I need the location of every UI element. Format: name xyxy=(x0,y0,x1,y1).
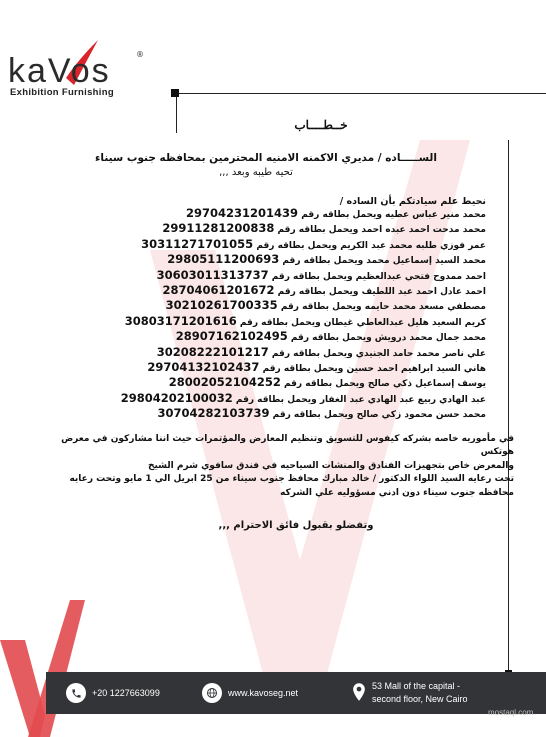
person-row xyxy=(46,407,486,422)
person-id-number: 28704061201672 xyxy=(162,283,275,298)
person-row xyxy=(46,253,486,268)
globe-icon xyxy=(202,683,222,703)
person-id-number: 29804202100032 xyxy=(120,390,233,405)
person-name: احمد عادل احمد عبد اللطيف ويحمل بطاقه رقم xyxy=(277,287,486,298)
person-row xyxy=(46,376,486,391)
person-row xyxy=(46,207,486,222)
letter-body xyxy=(46,118,514,532)
person-id-number: 30210261700335 xyxy=(165,298,278,313)
header-rule-dot xyxy=(171,89,179,97)
person-row xyxy=(46,299,486,314)
location-pin-icon xyxy=(352,683,366,703)
person-row xyxy=(46,315,486,330)
person-row xyxy=(46,330,486,345)
person-row xyxy=(46,222,486,237)
person-name: محمد السيد إسماعيل محمد ويحمل بطاقه رقم xyxy=(282,256,486,267)
logo-wordmark: kaVos xyxy=(8,52,111,90)
person-row xyxy=(46,361,486,376)
person-row xyxy=(46,284,486,299)
mostaql-watermark: mostaql.com xyxy=(488,708,534,717)
person-name: محمد جمال محمد درويش ويحمل بطاقه رقم xyxy=(290,333,486,344)
footer-address xyxy=(352,672,468,714)
logo-tagline: Exhibition Furnishing xyxy=(10,87,114,98)
letter-title: خــطــــاب xyxy=(294,118,348,132)
footer-bar xyxy=(46,672,546,714)
person-id-number: 28907162102495 xyxy=(175,329,288,344)
paragraph-line: تحت رعايه السيد اللواء الدكتور / خالد مبارك محافظ جنوب سيناء من 25 ابريل الي 1 مايو وتحت رعايه محافظه جنوب سيناء دون ادني مسؤوليه علي الشركه xyxy=(69,474,514,498)
person-name: محمد مدحت احمد عبده احمد ويحمل بطاقه رقم xyxy=(277,225,486,236)
phone-icon xyxy=(66,683,86,703)
person-name: يوسف إسماعيل ذكي صالح ويحمل بطاقه رقم xyxy=(283,379,486,390)
footer-website[interactable] xyxy=(202,672,298,714)
person-row xyxy=(46,392,486,407)
footer-phone[interactable] xyxy=(66,672,160,714)
person-name: محمد حسن محمود زكي صالح ويحمل بطاقه رقم xyxy=(272,410,486,421)
person-id-number: 29911281200838 xyxy=(162,221,275,236)
person-name: هاني السيد ابراهيم احمد حسين ويحمل بطاقه رقم xyxy=(262,364,486,375)
person-name: عمر فوزي طلبه محمد عبد الكريم ويحمل بطاقه رقم xyxy=(256,240,486,251)
letter-greeting: تحيه طيبه وبعد ,,, xyxy=(219,167,293,178)
person-name: عبد الهادي ربيع عبد الهادي عبد الغفار ويحمل بطاقه رقم xyxy=(235,394,486,405)
person-id-number: 30803171201616 xyxy=(124,313,237,328)
person-name: مصطفي مسعد محمد حايمه ويحمل بطاقه رقم xyxy=(280,302,486,313)
person-id-number: 28002052104252 xyxy=(168,375,281,390)
side-rule xyxy=(508,140,509,670)
footer-phone-text: +20 1227663099 xyxy=(92,688,160,698)
footer-address-line1: 53 Mall of the capital - xyxy=(372,681,461,691)
people-list xyxy=(46,207,486,423)
person-name: كريم السعيد هليل عبدالعاطي غيطان ويحمل بطاقه رقم xyxy=(239,317,486,328)
person-id-number: 29805111200693 xyxy=(167,252,280,267)
letter-intro: نحيط علم سيادتكم بأن الساده / xyxy=(339,196,486,207)
person-id-number: 29704231201439 xyxy=(186,206,299,220)
person-row xyxy=(46,238,486,253)
person-row xyxy=(46,269,486,284)
person-id-number: 30704282103739 xyxy=(157,406,270,421)
letter-paragraph xyxy=(46,433,514,501)
person-name: محمد منير عباس عطيه ويحمل بطاقه رقم xyxy=(301,210,486,220)
letter-addressee: الســـــاده / مديري الاكمنه الامنيه المحترمين بمحافظه جنوب سيناء xyxy=(95,152,437,164)
header-rule xyxy=(174,93,546,94)
paragraph-line: والمعرض خاص بتجهيزات الفنادق والمنشات السياحيه في فندق سافوي شرم الشيخ xyxy=(147,460,514,471)
paragraph-line: في مأموريه خاصه بشركه كيفوس للتسويق وتنظيم المعارض والمؤتمرات حيث اننا مشاركون في معرض هوتكس xyxy=(61,433,514,458)
person-id-number: 30208222101217 xyxy=(156,344,269,359)
person-id-number: 30603011313737 xyxy=(156,267,269,282)
footer-website-text: www.kavoseg.net xyxy=(228,688,299,698)
person-id-number: 29704132102437 xyxy=(147,360,260,375)
person-id-number: 30311271701055 xyxy=(141,236,254,251)
person-row xyxy=(46,346,486,361)
letter-closing: وتفضلو بقبول فائق الاحترام ,,, xyxy=(218,520,374,532)
person-name: علي ناصر محمد حامد الجنيدي ويحمل بطاقه رقم xyxy=(271,348,486,359)
footer-address-line2: second floor, New Cairo xyxy=(372,694,468,704)
person-name: احمد ممدوح فتحي عبدالعظيم ويحمل بطاقه رقم xyxy=(271,271,486,282)
registered-mark: ® xyxy=(136,50,144,59)
